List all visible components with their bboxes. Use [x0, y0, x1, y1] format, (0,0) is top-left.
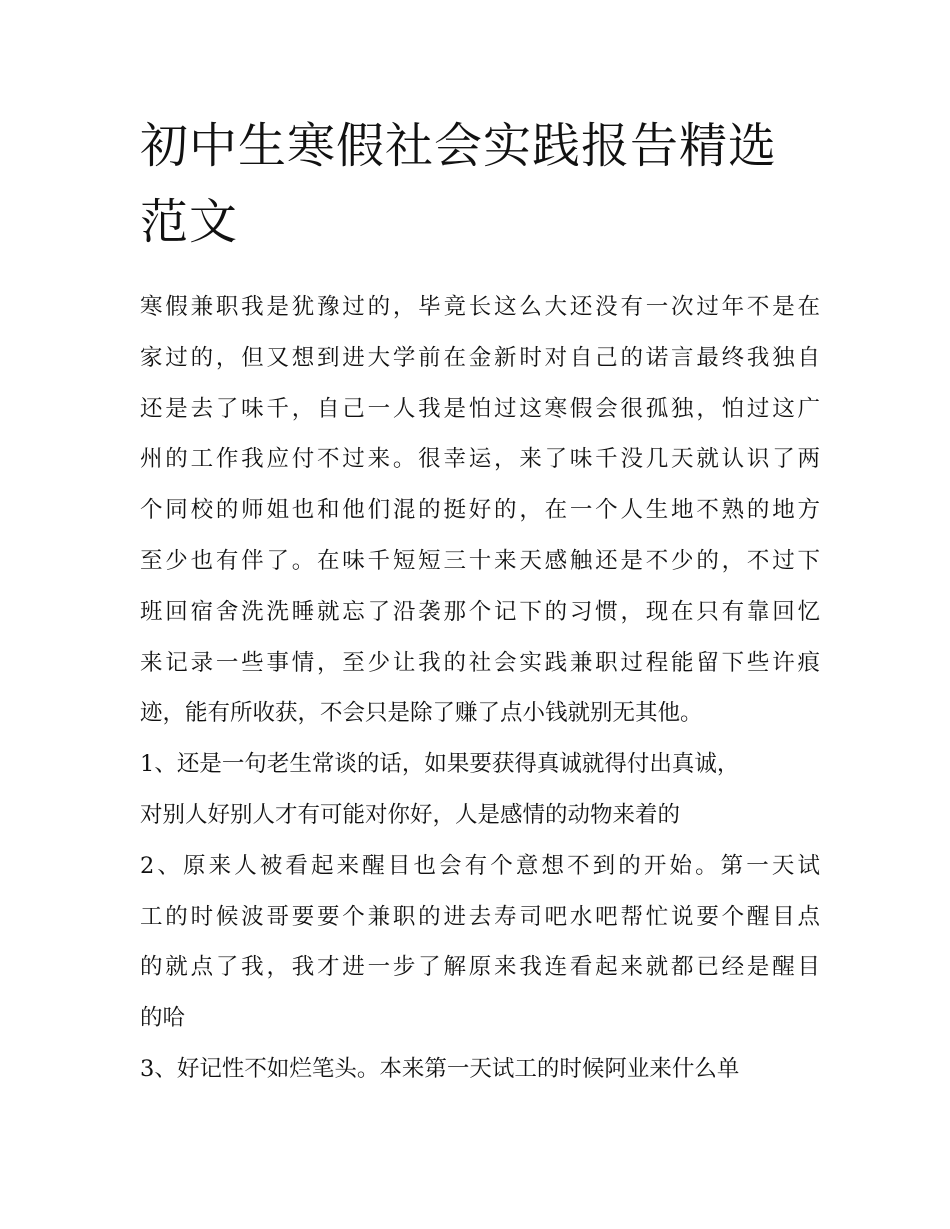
paragraph-line: 来记录一些事情，至少让我的社会实践兼职过程能留下些许痕: [140, 649, 820, 676]
list-item-line: 3、好记性不如烂笔头。本来第一天试工的时候阿业来什么单: [140, 1055, 740, 1082]
list-item-line: 2、原来人被看起来醒目也会有个意想不到的开始。第一天试: [140, 852, 820, 879]
list-item-line: 的就点了我，我才进一步了解原来我连看起来就都已经是醒目: [140, 954, 820, 981]
paragraph-line: 迹，能有所收获，不会只是除了赚了点小钱就别无其他。: [140, 700, 703, 727]
list-item-line: 1、还是一句老生常谈的话，如果要获得真诚就得付出真诚，: [140, 751, 740, 778]
list-item-line: 工的时候波哥要要个兼职的进去寿司吧水吧帮忙说要个醒目点: [140, 903, 820, 930]
paragraph-line: 个同校的师姐也和他们混的挺好的，在一个人生地不熟的地方: [140, 497, 820, 524]
document-body: [140, 282, 820, 1095]
paragraph-line: 至少也有伴了。在味千短短三十来天感触还是不少的，不过下: [140, 547, 820, 574]
list-item-line: 对别人好别人才有可能对你好，人是感情的动物来着的: [140, 801, 681, 828]
paragraph-line: 班回宿舍洗洗睡就忘了沿袭那个记下的习惯，现在只有靠回忆: [140, 598, 820, 625]
paragraph-line: 寒假兼职我是犹豫过的，毕竟长这么大还没有一次过年不是在: [140, 294, 820, 320]
paragraph-line: 家过的，但又想到进大学前在金新时对自己的诺言最终我独自: [140, 344, 820, 371]
title-line: 初中生寒假社会实践报告精选: [140, 118, 778, 174]
document-title: [140, 108, 820, 260]
paragraph-line: 还是去了味千，自己一人我是怕过这寒假会很孤独，怕过这广: [140, 395, 820, 422]
list-item-line: 的哈: [140, 1005, 186, 1032]
paragraph-line: 州的工作我应付不过来。很幸运，来了味千没几天就认识了两: [140, 446, 820, 473]
title-line: 范文: [140, 194, 239, 250]
